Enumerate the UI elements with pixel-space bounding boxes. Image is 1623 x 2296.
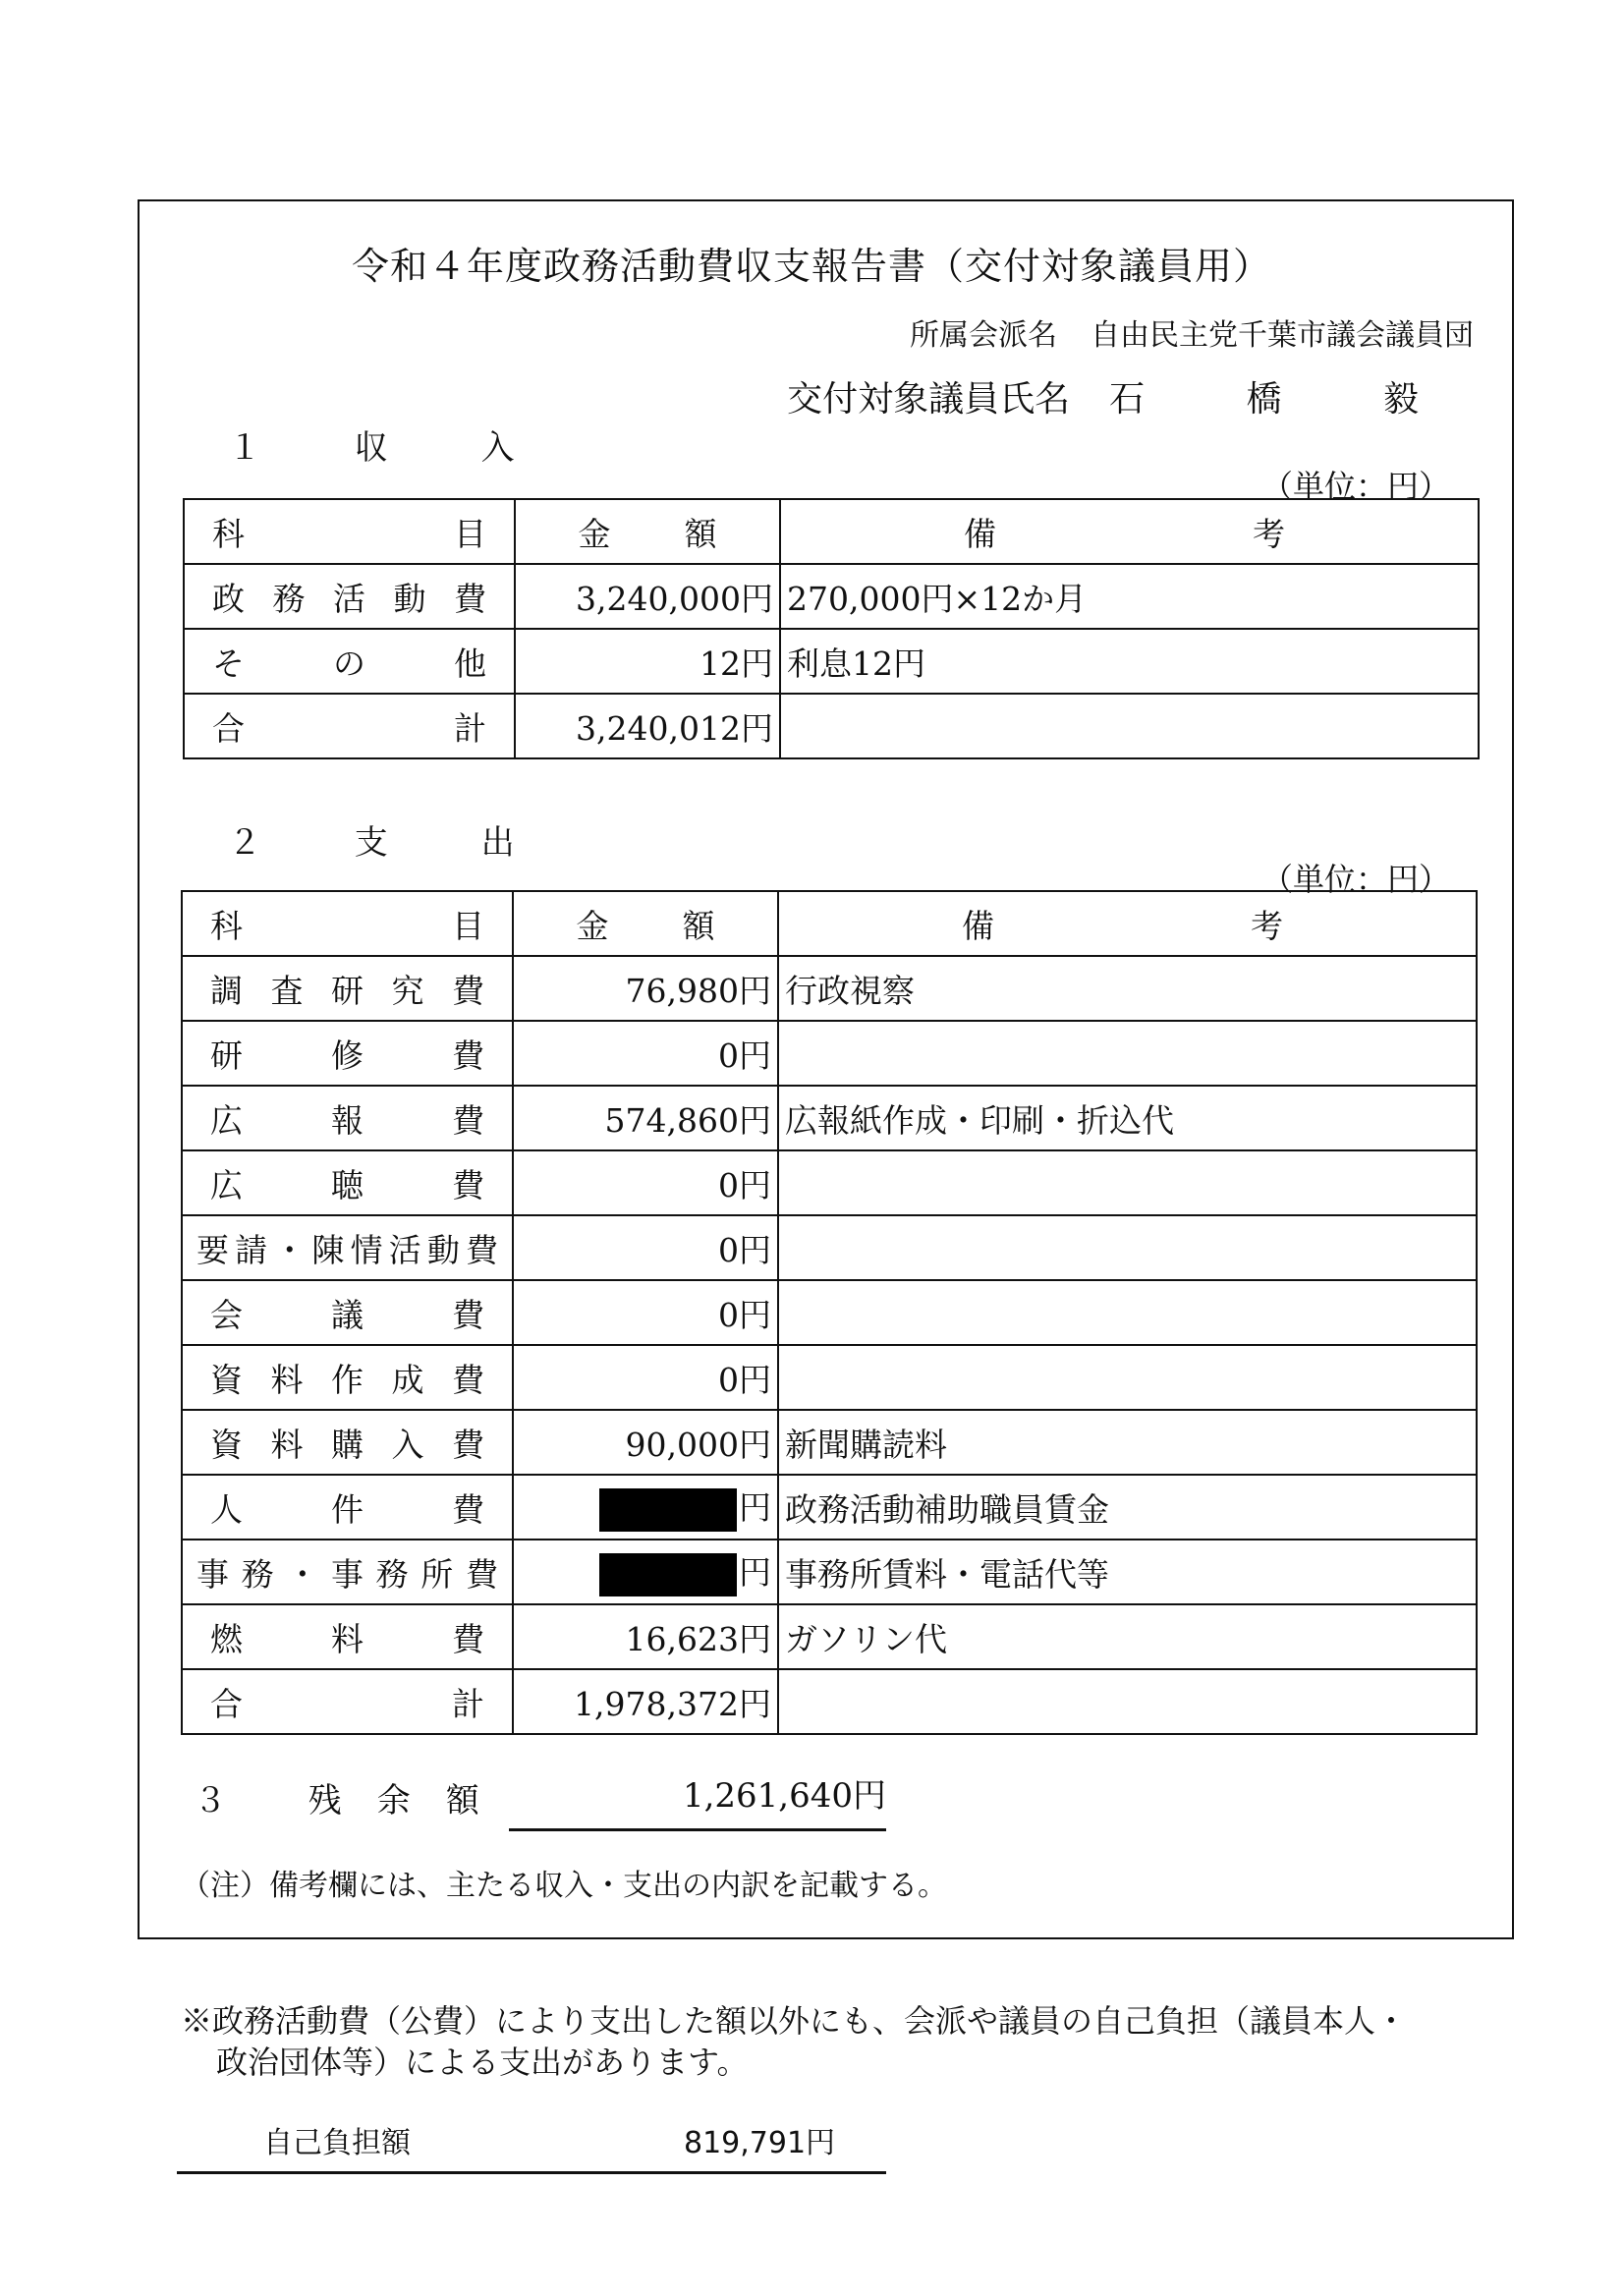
- member-name: 石 橋 毅: [1109, 379, 1464, 420]
- expense-remarks-cell: [778, 1150, 1477, 1215]
- self-pay-notice: [181, 2000, 1487, 2083]
- expense-item-cell: 資 料 作 成 費: [182, 1345, 513, 1410]
- expense-amount: 90,000円: [625, 1425, 771, 1464]
- expense-item-cell: 事 務 ・ 事 務 所 費: [182, 1540, 513, 1604]
- income-header-row: [184, 499, 1479, 564]
- expense-item-cell: 人 件 費: [182, 1475, 513, 1540]
- expense-item-cell: 広 報 費: [182, 1086, 513, 1150]
- expense-remarks-cell: [778, 1345, 1477, 1410]
- member-line: [787, 371, 1464, 421]
- expense-row: [182, 1086, 1477, 1150]
- income-header-remarks: 備 考: [780, 499, 1479, 564]
- expense-remarks-cell: [778, 1669, 1477, 1734]
- expense-amount-cell: [513, 1345, 778, 1410]
- expense-amount: 0円: [718, 1165, 771, 1204]
- expense-item-cell: 燃 料 費: [182, 1604, 513, 1669]
- expense-item-cell: 要 請 ・ 陳 情 活 動 費: [182, 1215, 513, 1280]
- expense-item-cell: 資 料 購 入 費: [182, 1410, 513, 1475]
- expense-row: [182, 1150, 1477, 1215]
- expense-amount-cell: [513, 1475, 778, 1540]
- expense-item-cell: 調 査 研 究 費: [182, 956, 513, 1021]
- expense-unit: （単位：円）: [1260, 861, 1450, 898]
- income-item-cell: 合 計: [184, 694, 515, 758]
- expense-row: [182, 1540, 1477, 1604]
- report-title: 令和４年度政務活動費収支報告書（交付対象議員用）: [351, 245, 1271, 288]
- expense-table: [181, 890, 1478, 1735]
- income-amount-cell: [515, 629, 780, 694]
- expense-amount-cell: [513, 1280, 778, 1345]
- income-remarks-cell: 利息12円: [780, 629, 1479, 694]
- income-unit: （単位：円）: [1260, 468, 1450, 505]
- expense-amount: 0円: [718, 1295, 771, 1334]
- income-header-item: 科 目: [184, 499, 515, 564]
- balance-label: ３ 残余額: [194, 1781, 515, 1820]
- income-item-cell: 政 務 活 動 費: [184, 564, 515, 629]
- expense-row: [182, 1021, 1477, 1086]
- member-label: 交付対象議員氏名: [787, 379, 1071, 420]
- income-amount-cell: [515, 694, 780, 758]
- expense-amount: 円: [739, 1553, 771, 1592]
- expense-remarks-cell: 事務所賃料・電話代等: [778, 1540, 1477, 1604]
- faction-line: [910, 310, 1474, 354]
- expense-remarks-cell: 広報紙作成・印刷・折込代: [778, 1086, 1477, 1150]
- self-pay-notice-line1: ※政務活動費（公費）により支出した額以外にも、会派や議員の自己負担（議員本人・: [181, 2002, 1408, 2040]
- income-remarks-cell: [780, 694, 1479, 758]
- expense-item-cell: 研 修 費: [182, 1021, 513, 1086]
- expense-amount: 574,860円: [604, 1100, 771, 1140]
- expense-amount-cell: [513, 1086, 778, 1150]
- income-header-amount: 金 額: [515, 499, 780, 564]
- expense-remarks-cell: ガソリン代: [778, 1604, 1477, 1669]
- income-item-cell: そ の 他: [184, 629, 515, 694]
- expense-amount: 76,980円: [625, 971, 771, 1010]
- expense-remarks-cell: 新聞購読料: [778, 1410, 1477, 1475]
- expense-header-item: 科 目: [182, 891, 513, 956]
- expense-row: [182, 956, 1477, 1021]
- expense-row: [182, 1669, 1477, 1734]
- self-pay-value: 819,791円: [684, 2126, 836, 2160]
- income-amount: 3,240,012円: [576, 708, 773, 748]
- expense-amount-cell: [513, 1604, 778, 1669]
- expense-amount-cell: [513, 1410, 778, 1475]
- income-remarks-cell: 270,000円×12か月: [780, 564, 1479, 629]
- expense-item-cell: 広 聴 費: [182, 1150, 513, 1215]
- expense-row: [182, 1604, 1477, 1669]
- income-row: [184, 564, 1479, 629]
- expense-heading: ２ 支 出: [228, 823, 556, 863]
- expense-header-remarks: 備 考: [778, 891, 1477, 956]
- expense-row: [182, 1280, 1477, 1345]
- expense-amount: 0円: [718, 1360, 771, 1399]
- income-row: [184, 629, 1479, 694]
- expense-amount: 0円: [718, 1230, 771, 1269]
- expense-header-row: [182, 891, 1477, 956]
- expense-row: [182, 1410, 1477, 1475]
- faction-label: 所属会派名: [910, 318, 1057, 353]
- redaction-bar: [599, 1553, 737, 1596]
- expense-row: [182, 1475, 1477, 1540]
- faction-value: 自由民主党千葉市議会議員団: [1091, 318, 1474, 353]
- expense-amount: 1,978,372円: [574, 1684, 771, 1723]
- self-pay-row: [177, 2100, 886, 2174]
- expense-amount-cell: [513, 1150, 778, 1215]
- income-heading: １ 収 入: [228, 428, 556, 468]
- expense-remarks-cell: 行政視察: [778, 956, 1477, 1021]
- expense-remarks-cell: [778, 1021, 1477, 1086]
- expense-row: [182, 1215, 1477, 1280]
- expense-remarks-cell: [778, 1215, 1477, 1280]
- expense-amount-cell: [513, 1021, 778, 1086]
- remarks-note: （注）備考欄には、主たる収入・支出の内訳を記載する。: [181, 1869, 947, 1903]
- expense-amount-cell: [513, 1540, 778, 1604]
- expense-amount-cell: [513, 1215, 778, 1280]
- income-amount-cell: [515, 564, 780, 629]
- expense-header-amount: 金 額: [513, 891, 778, 956]
- self-pay-notice-line2: 政治団体等）による支出があります。: [216, 2044, 749, 2081]
- expense-amount-cell: [513, 956, 778, 1021]
- expense-amount: 0円: [718, 1036, 771, 1075]
- income-amount: 12円: [700, 644, 773, 683]
- income-table: [183, 498, 1480, 759]
- expense-item-cell: 会 議 費: [182, 1280, 513, 1345]
- expense-amount: 16,623円: [625, 1619, 771, 1658]
- income-row: [184, 694, 1479, 758]
- expense-amount-cell: [513, 1669, 778, 1734]
- expense-remarks-cell: 政務活動補助職員賃金: [778, 1475, 1477, 1540]
- expense-item-cell: 合 計: [182, 1669, 513, 1734]
- expense-row: [182, 1345, 1477, 1410]
- self-pay-label: 自己負担額: [263, 2126, 411, 2160]
- redaction-bar: [599, 1488, 737, 1532]
- balance-value: 1,261,640円: [509, 1768, 886, 1831]
- expense-remarks-cell: [778, 1280, 1477, 1345]
- expense-amount: 円: [739, 1488, 771, 1527]
- income-amount: 3,240,000円: [576, 579, 773, 618]
